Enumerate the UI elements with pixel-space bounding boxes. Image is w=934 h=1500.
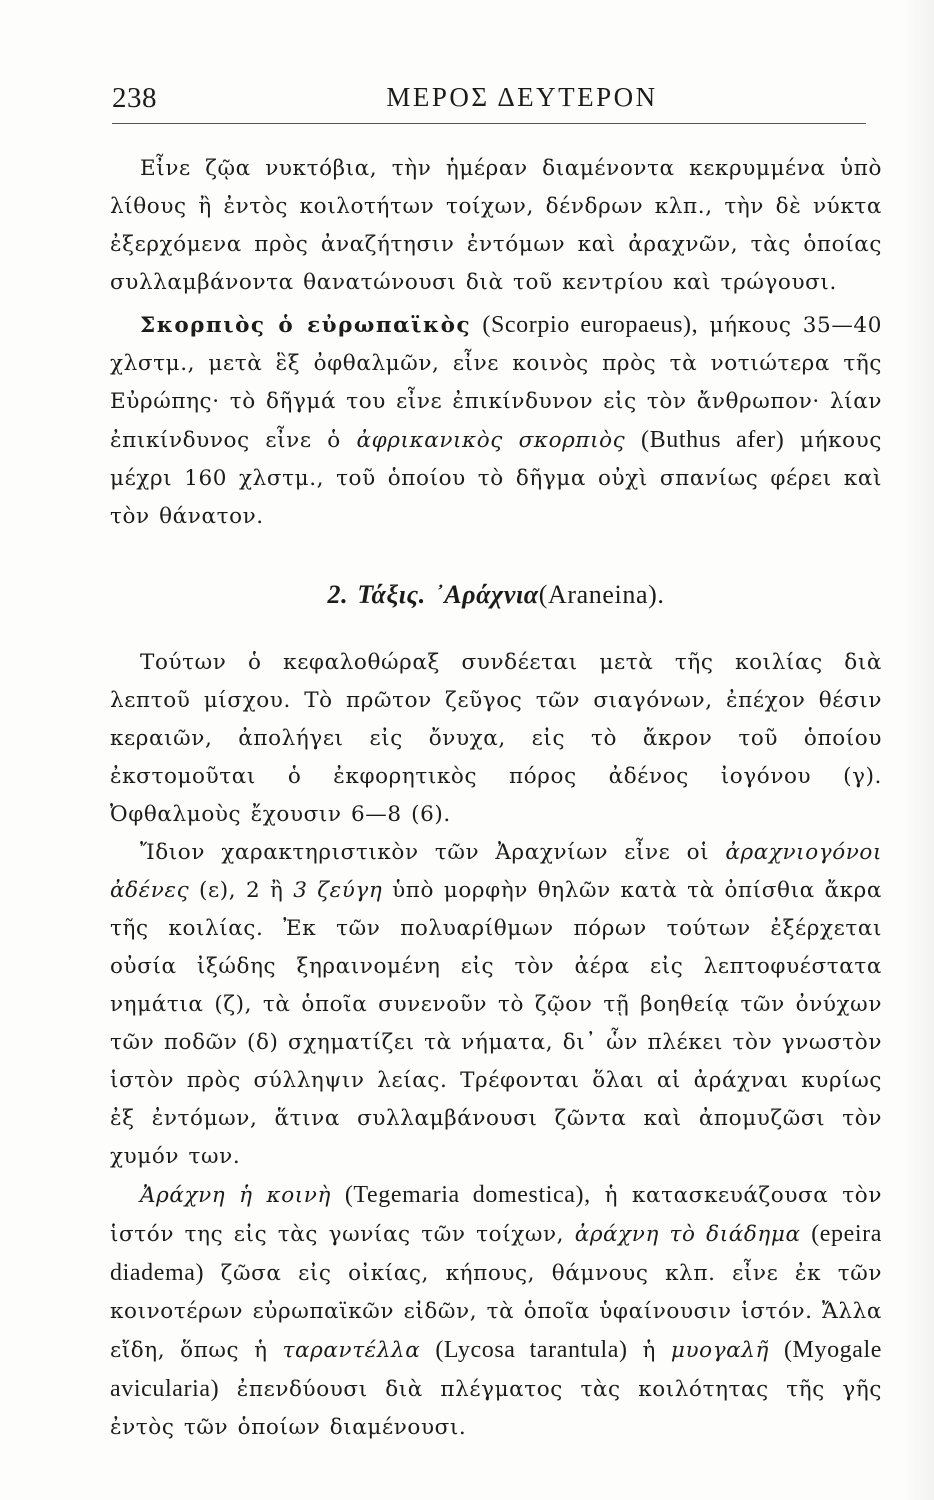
latin-epeira: (epeira diadema) bbox=[110, 1221, 882, 1286]
species-text-c: ἡ bbox=[642, 1338, 656, 1363]
latin-lycosa: (Lycosa tarantula) bbox=[435, 1337, 628, 1363]
latin-myogale: (Myogale avicularia) bbox=[110, 1337, 883, 1402]
species-text-b: ζῶσα εἰς οἰκίας, κήπους, θάμνους κλπ. εἶνε ἐκ τῶν κοινοτέρων εὐρωπαϊκῶν εἰδῶν, τὰ ὁποῖα ὑφαίνουσιν ἱστόν. Ἄλλα εἴδη, ὅπως ἡ bbox=[110, 1261, 883, 1363]
latin-buthus-afer: (Buthus afer) bbox=[641, 427, 785, 453]
paragraph-silk-glands bbox=[110, 834, 882, 1176]
scorpion-text-a: μήκους 35—40 χλστμ., μετὰ ἓξ ὀφθαλμῶν, εἶνε κοινὸς πρὸς τὰ νοτιώτερα τῆς Εὐρώπης· τὸ δῆγμά του εἶνε ἐπικίνδυνον εἰς τὸν ἄνθρωπον· λίαν ἐπικίνδυνος εἶνε ὁ bbox=[110, 313, 882, 453]
term-tarantula: ταραντέλλα bbox=[282, 1338, 421, 1363]
paragraph-species bbox=[110, 1176, 882, 1447]
body-text bbox=[110, 150, 882, 1447]
species-text-d: ἐπενδύουσι διὰ πλέγματος τὰς κοιλότητας τῆς γῆς ἐντὸς τῶν ὁποίων διαμένουσι. bbox=[110, 1377, 883, 1440]
latin-scorpio-europaeus: (Scorpio europaeus), bbox=[482, 312, 699, 338]
heading-name: ᾿Αράχνια bbox=[434, 580, 539, 609]
paragraph-anatomy: Τούτων ὁ κεφαλοθώραξ συνδέεται μετὰ τῆς κοιλίας διὰ λεπτοῦ μίσχου. Τὸ πρῶτον ζεῦγος τῶν σιαγόνων, ἐπέχον θέσιν κεραιῶν, ἀπολήγει εἰς ὄνυχα, εἰς τὸ ἄκρον τοῦ ὁποίου ἐκστομοῦται ὁ ἐκφορητικὸς πόρος ἀδένος ἰογόνου (γ). Ὀφθαλμοὺς ἔχουσιν 6—8 (6). bbox=[110, 650, 882, 827]
paragraph-scorpion bbox=[110, 306, 882, 536]
page-header bbox=[112, 82, 864, 122]
silk-text-a: Ἴδιον χαρακτηριστικὸν τῶν Ἀραχνίων εἶνε οἱ bbox=[140, 840, 710, 865]
silk-text-b: (ε), 2 ἢ bbox=[199, 878, 284, 903]
heading-order: Τάξις. bbox=[357, 580, 426, 609]
term-three-pairs: 3 ζεύγη bbox=[293, 878, 383, 903]
silk-text-c: ὑπὸ μορφὴν θηλῶν κατὰ τὰ ὀπίσθια ἄκρα τῆς κοιλίας. Ἐκ τῶν πολυαρίθμων πόρων τούτων ἐξέρχεται οὐσία ἰξώδης ξηραινομένη εἰς τὸν ἀέρα εἰς λεπτοφυέστατα νημάτια (ζ), τὰ ὁποῖα συνενοῦν τὸ ζῷον τῇ βοηθείᾳ τῶν ὀνύχων τῶν ποδῶν (δ) σχηματίζει τὰ νήματα, δι᾿ ὧν πλέκει τὸν γνωστὸν ἱστὸν πρὸς σύλληψιν λείας. Τρέφονται ὅλαι αἱ ἀράχναι κυρίως ἐξ ἐντόμων, ἅτινα συλλαμβάνουσι ζῶντα καὶ ἀπομυζῶσι τὸν χυμόν των. bbox=[110, 878, 883, 1169]
term-myogale: μυογαλῆ bbox=[670, 1338, 769, 1363]
term-european-scorpion: Σκορπιὸς ὁ εὐρωπαϊκὸς bbox=[140, 313, 472, 338]
term-silk-glands: ἀραχνιογόνοι ἀδένες bbox=[110, 840, 882, 903]
heading-latin: (Araneina). bbox=[538, 580, 665, 609]
page-number: 238 bbox=[112, 82, 157, 114]
running-title: ΜΕΡΟΣ ΔΕΥΤΕΡΟΝ bbox=[386, 82, 658, 112]
section-heading bbox=[110, 576, 882, 614]
scorpion-text-b: μήκους μέχρι 160 χλστμ., τοῦ ὁποίου τὸ δῆγμα οὐχὶ σπανίως φέρει καὶ τὸν θάνατον. bbox=[110, 428, 882, 529]
latin-tegemaria: (Tegemaria domestica), bbox=[344, 1182, 591, 1208]
term-african-scorpion: ἀφρικανικὸς σκορπιὸς bbox=[356, 428, 626, 453]
term-diadem-spider: ἀράχνη τὸ διάδημα bbox=[574, 1222, 801, 1247]
species-text-a: ἡ κατασκευάζουσα τὸν ἱστόν της εἰς τὰς γωνίας τῶν τοίχων, bbox=[110, 1183, 883, 1247]
header-rule bbox=[112, 123, 866, 124]
term-common-spider: Ἀράχνη ἡ κοινὴ bbox=[140, 1183, 331, 1208]
paragraph-nocturnal: Εἶνε ζῷα νυκτόβια, τὴν ἡμέραν διαμένοντα κεκρυμμένα ὑπὸ λίθους ἢ ἐντὸς κοιλοτήτων τοίχων, δένδρων κλπ., τὴν δὲ νύκτα ἐξερχόμενα πρὸς ἀναζήτησιν ἐντόμων καὶ ἀραχνῶν, τὰς ὁποίας συλλαμβάνοντα θανατώνουσι διὰ τοῦ κεντρίου καὶ τρώγουσι. bbox=[110, 156, 882, 295]
page-edge-shadow bbox=[902, 0, 934, 1500]
heading-number: 2. bbox=[327, 580, 349, 609]
